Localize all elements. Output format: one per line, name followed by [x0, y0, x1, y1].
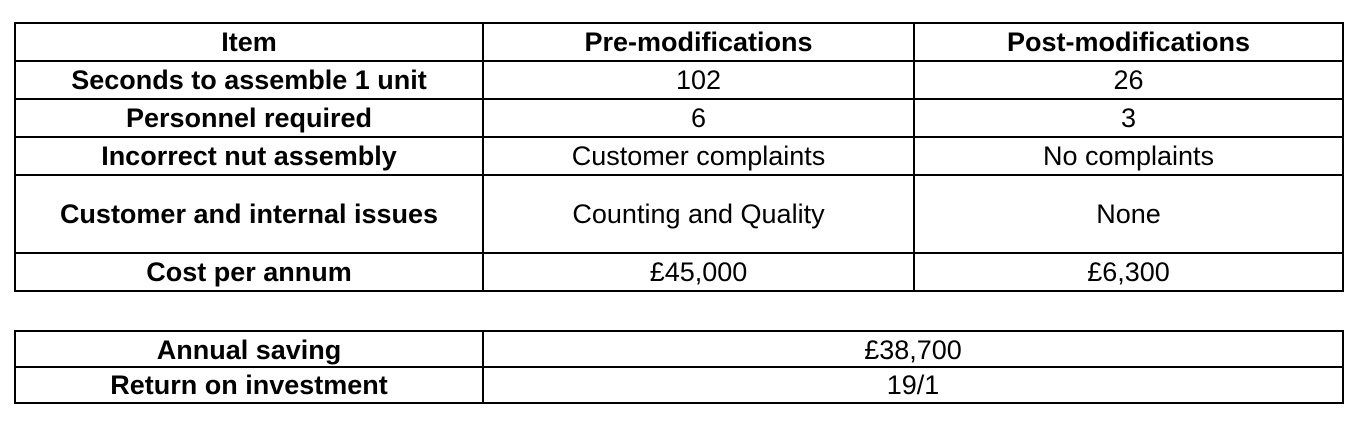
table-row — [15, 331, 1343, 367]
summary-table — [14, 330, 1344, 404]
pre-value: £45,000 — [483, 253, 914, 291]
row-label: Personnel required — [15, 99, 483, 137]
header-post-modifications: Post-modifications — [914, 23, 1343, 61]
table-row — [15, 175, 1343, 253]
table-row — [15, 61, 1343, 99]
comparison-table — [14, 22, 1344, 292]
post-value: 26 — [914, 61, 1343, 99]
table-row — [15, 367, 1343, 403]
row-label: Incorrect nut assembly — [15, 137, 483, 175]
table-row — [15, 137, 1343, 175]
post-value: None — [914, 175, 1343, 253]
row-label: Cost per annum — [15, 253, 483, 291]
summary-value: 19/1 — [483, 367, 1343, 403]
pre-value: Customer complaints — [483, 137, 914, 175]
post-value: £6,300 — [914, 253, 1343, 291]
post-value: No complaints — [914, 137, 1343, 175]
post-value: 3 — [914, 99, 1343, 137]
pre-value: Counting and Quality — [483, 175, 914, 253]
row-label: Seconds to assemble 1 unit — [15, 61, 483, 99]
pre-value: 102 — [483, 61, 914, 99]
summary-value: £38,700 — [483, 331, 1343, 367]
table-row — [15, 99, 1343, 137]
table-header-row — [15, 23, 1343, 61]
header-item: Item — [15, 23, 483, 61]
summary-label: Annual saving — [15, 331, 483, 367]
pre-value: 6 — [483, 99, 914, 137]
row-label: Customer and internal issues — [15, 175, 483, 253]
summary-label: Return on investment — [15, 367, 483, 403]
header-pre-modifications: Pre-modifications — [483, 23, 914, 61]
table-row — [15, 253, 1343, 291]
